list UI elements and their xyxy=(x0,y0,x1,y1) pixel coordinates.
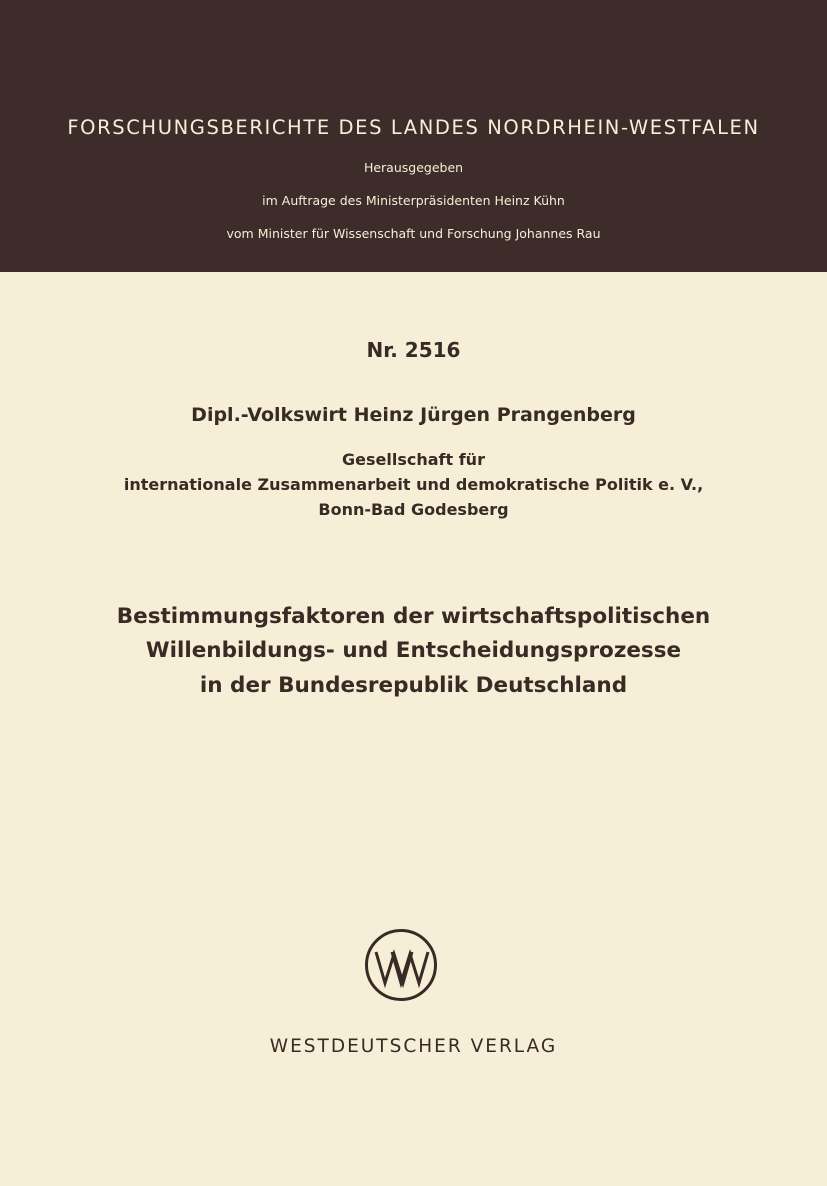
affiliation-line: internationale Zusammenarbeit und demokratische Politik e. V., xyxy=(123,475,704,494)
book-title-line: in der Bundesrepublik Deutschland xyxy=(199,673,628,698)
publisher-name: WESTDEUTSCHER VERLAG xyxy=(269,1036,558,1057)
book-title-line: Bestimmungsfaktoren der wirtschaftspolitischen xyxy=(116,604,711,629)
minister-line: vom Minister für Wissenschaft und Forschung Johannes Rau xyxy=(226,226,601,241)
affiliation-line: Gesellschaft für xyxy=(342,450,485,469)
report-number: Nr. 2516 xyxy=(366,338,461,362)
header-band xyxy=(0,0,827,272)
author-name: Dipl.-Volkswirt Heinz Jürgen Prangenberg xyxy=(191,404,636,426)
wv-circle-logo-icon xyxy=(364,928,438,1002)
series-title: FORSCHUNGSBERICHTE DES LANDES NORDRHEIN-WESTFALEN xyxy=(67,116,760,139)
book-title-line: Willenbildungs- und Entscheidungsprozesse xyxy=(145,638,682,663)
commission-line: im Auftrage des Ministerpräsidenten Heinz Kühn xyxy=(262,193,565,208)
editor-line: Herausgegeben xyxy=(363,160,464,175)
affiliation-line: Bonn-Bad Godesberg xyxy=(318,500,509,519)
